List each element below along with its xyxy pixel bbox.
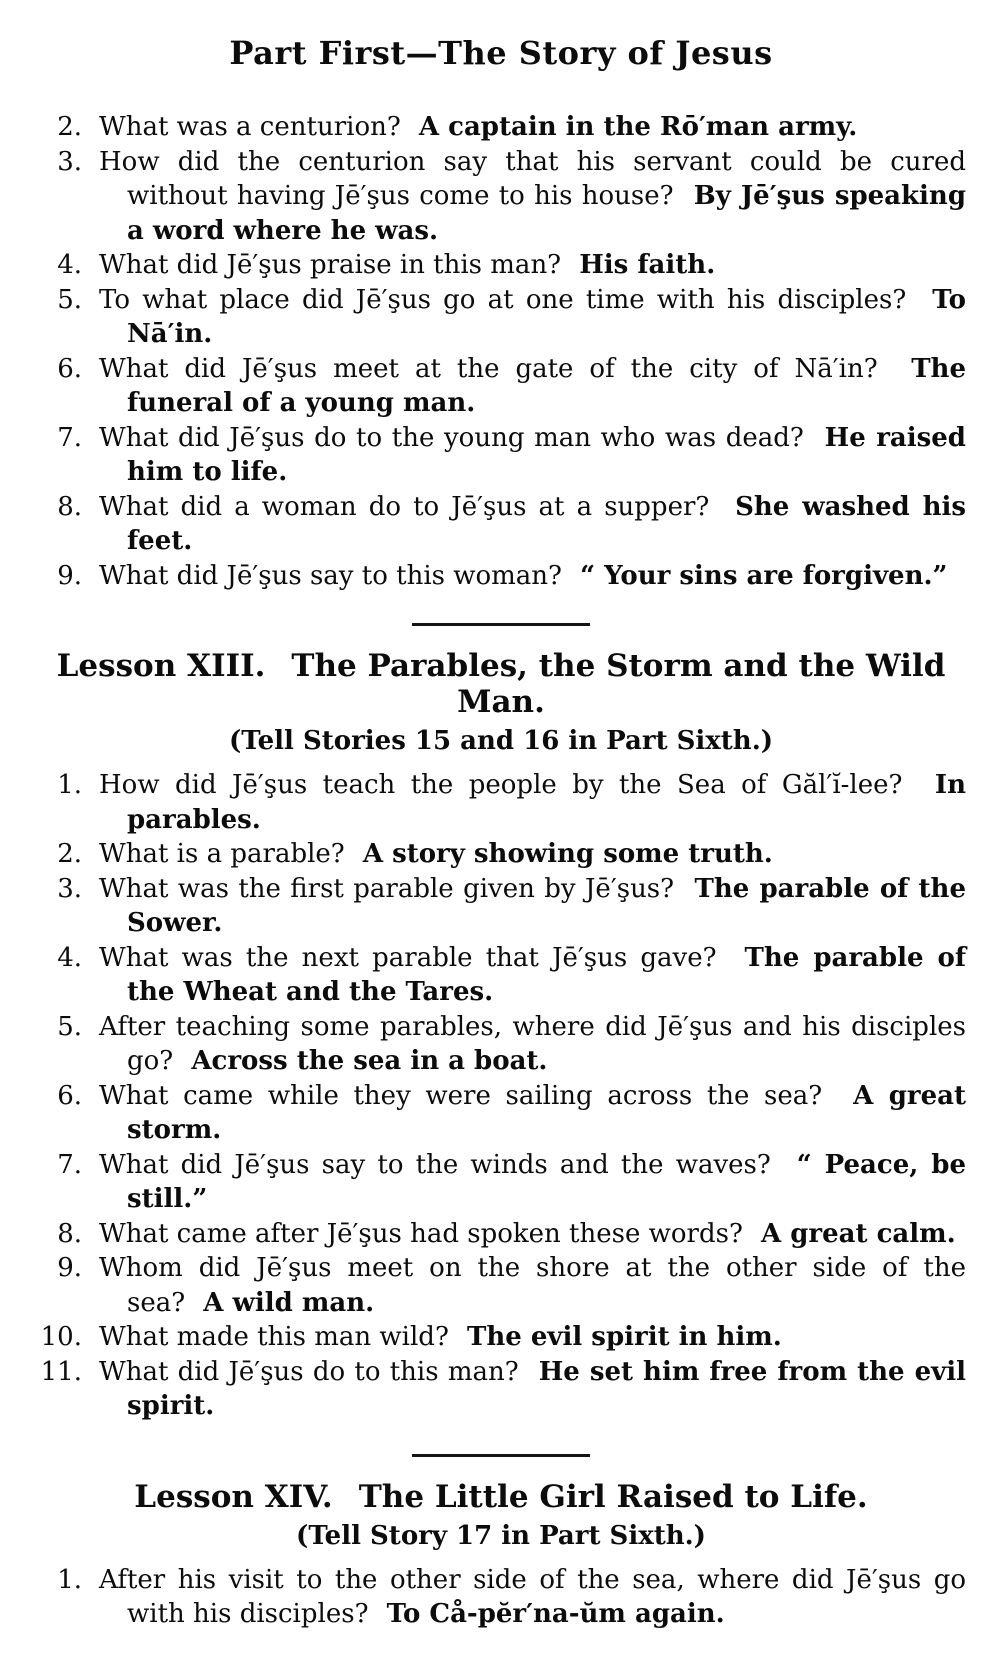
question-body (99, 1563, 966, 1632)
question-text: What did Jē′şus praise in this man? (99, 250, 562, 280)
question-text: What did a woman do to Jē′şus at a supper? (99, 491, 710, 522)
answer-text: A wild man. (203, 1287, 375, 1318)
answer-text: She washed his feet. (127, 491, 967, 556)
answer-text: His faith. (579, 250, 716, 280)
answer-text: “ Peace, be still.” (127, 1149, 966, 1214)
question-text: What was the first parable given by Jē′şus? (99, 873, 675, 904)
question-item (36, 283, 966, 352)
answer-text: He set him free from the evil spirit. (127, 1356, 966, 1421)
question-number: 8. (57, 491, 82, 522)
question-number: 7. (57, 422, 82, 453)
question-item (36, 1355, 966, 1424)
question-item (36, 872, 966, 941)
question-text: After his visit to the other side of the sea, where did Jē′şus go with his disciples? (99, 1564, 966, 1629)
question-text: What was a centurion? (99, 112, 401, 142)
question-number: 3. (57, 873, 82, 904)
question-number: 6. (57, 1080, 82, 1111)
answer-text: To Cå-pĕr′na-ŭm again. (386, 1599, 725, 1629)
question-text: After teaching some parables, where did Jē′şus and his disciples go? (99, 1011, 966, 1076)
question-text: What did Jē′şus say to this woman? (99, 560, 562, 591)
question-number: 5. (57, 1011, 82, 1042)
question-text: What came after Jē′şus had spoken these words? (99, 1218, 743, 1249)
question-number: 11. (40, 1356, 82, 1387)
question-number: 8. (57, 1218, 82, 1249)
answer-text: By Jē′şus speaking a word where he was. (127, 181, 966, 246)
answer-text: Across the sea in a boat. (191, 1046, 548, 1076)
question-number: 3. (57, 146, 82, 177)
question-number: 9. (57, 1253, 82, 1283)
question-text: What did Jē′şus do to the young man who was dead? (99, 422, 804, 453)
answer-text: He raised him to life. (127, 422, 966, 487)
question-item (36, 837, 966, 872)
question-item (36, 145, 966, 249)
lesson-14-subtitle: (Tell Story 17 in Part Sixth.) (296, 1520, 706, 1551)
answer-text: The parable of the Wheat and the Tares. (127, 942, 967, 1007)
question-text: How did the centurion say that his servant could be cured without having Jē′şus come to his house? (99, 146, 966, 211)
lesson-14-label: Lesson XIV. (134, 1478, 333, 1515)
question-item (36, 1010, 966, 1079)
question-text: What did Jē′şus say to the winds and the waves? (99, 1149, 771, 1180)
answer-text: The evil spirit in him. (467, 1322, 782, 1352)
question-body (99, 145, 966, 249)
question-body (99, 421, 966, 490)
lesson-14-heading (36, 1479, 966, 1515)
question-body (99, 1355, 966, 1424)
question-item (36, 1563, 966, 1632)
answer-text: A story showing some truth. (362, 839, 773, 869)
lesson-13-subtitle: (Tell Stories 15 and 16 in Part Sixth.) (228, 726, 774, 756)
question-body (99, 1217, 966, 1252)
question-number: 1. (57, 1564, 82, 1595)
question-number: 2. (57, 839, 82, 869)
question-number: 2. (57, 112, 82, 142)
question-item (36, 352, 966, 421)
answer-text: The funeral of a young man. (127, 353, 966, 418)
question-item (36, 421, 966, 490)
question-body (99, 1010, 966, 1079)
lesson-14-title: The Little Girl Raised to Life. (358, 1478, 868, 1515)
question-text: How did Jē′şus teach the people by the Sea of Găl′ĭ-lee? (99, 770, 903, 800)
question-body (99, 490, 966, 559)
question-text: Whom did Jē′şus meet on the shore at the other side of the sea? (99, 1253, 966, 1318)
question-number: 5. (57, 284, 82, 315)
question-body (99, 110, 966, 145)
question-item (36, 559, 966, 594)
question-number: 1. (57, 770, 82, 800)
question-text: What came while they were sailing across the sea? (99, 1080, 823, 1111)
question-body (99, 837, 966, 872)
answer-text: The parable of the Sower. (127, 873, 966, 938)
answer-text: A great storm. (127, 1080, 966, 1145)
question-body (99, 872, 966, 941)
question-number: 4. (57, 250, 82, 280)
question-item (36, 1320, 966, 1355)
question-item (36, 1148, 966, 1217)
lesson-13-heading (36, 648, 966, 720)
question-number: 6. (57, 353, 82, 384)
question-item (36, 941, 966, 1010)
question-text: What did Jē′şus do to this man? (99, 1356, 519, 1387)
question-body (99, 1251, 966, 1320)
question-number: 7. (57, 1149, 82, 1180)
question-item (36, 490, 966, 559)
question-text: What was the next parable that Jē′şus gave? (99, 942, 717, 973)
section-divider (412, 623, 590, 626)
page-title: Part First—The Story of Jesus (229, 34, 773, 72)
answer-text: A great calm. (761, 1218, 956, 1249)
question-body (99, 768, 966, 837)
question-item (36, 1079, 966, 1148)
question-item (36, 110, 966, 145)
answer-text: A captain in the Rō′man army. (418, 112, 858, 142)
lesson-13-title: The Parables, the Storm and the Wild Man. (291, 648, 946, 720)
question-number: 9. (57, 560, 82, 591)
question-body (99, 283, 966, 352)
question-body (99, 1148, 966, 1217)
question-number: 10. (40, 1322, 82, 1352)
question-item (36, 1217, 966, 1252)
question-item (36, 1251, 966, 1320)
question-body (99, 559, 966, 594)
question-text: To what place did Jē′şus go at one time with his disciples? (99, 284, 907, 315)
question-text: What is a parable? (99, 839, 345, 869)
lesson-13-label: Lesson XIII. (56, 648, 266, 684)
question-body (99, 352, 966, 421)
question-item (36, 248, 966, 283)
question-number: 4. (57, 942, 82, 973)
answer-text: In parables. (127, 770, 966, 835)
question-body (99, 248, 966, 283)
question-body (99, 1320, 966, 1355)
question-body (99, 1079, 966, 1148)
question-text: What did Jē′şus meet at the gate of the city of Nā′in? (99, 353, 878, 384)
question-body (99, 941, 966, 1010)
answer-text: To Nā′in. (127, 284, 966, 349)
answer-text: “ Your sins are forgiven.” (580, 560, 948, 591)
section-divider (412, 1454, 590, 1457)
question-item (36, 768, 966, 837)
question-text: What made this man wild? (99, 1322, 449, 1352)
